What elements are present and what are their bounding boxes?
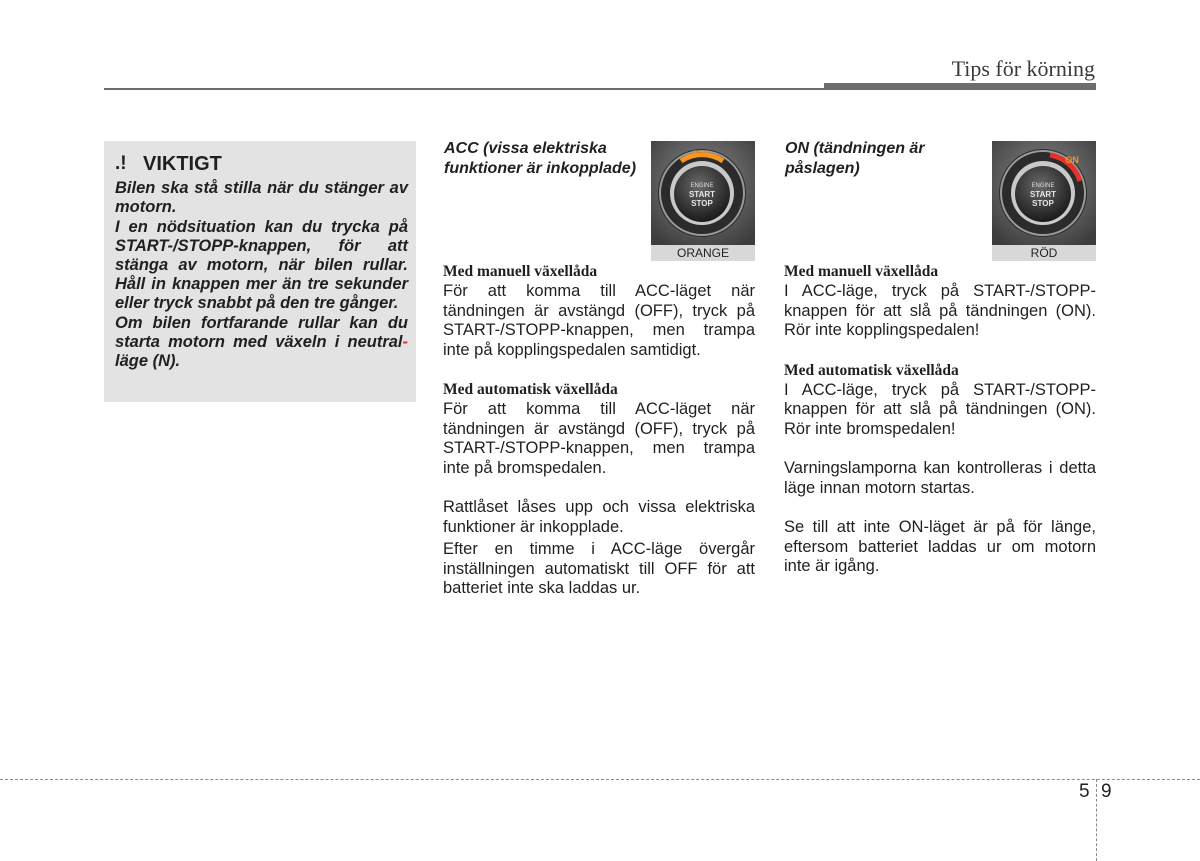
acc-figure-label: ACC (vissa elektriska funktioner är inkopplade) [444, 140, 637, 177]
chapter-number: 5 [1079, 781, 1090, 802]
page-number: 9 [1101, 781, 1112, 802]
warning-header [115, 151, 408, 177]
start-stop-button-acc-image [651, 141, 755, 245]
warning-box [104, 141, 416, 402]
acc-manual-text: För att komma till ACC-läget när tändningen är avstängd (OFF), tryck på START-/STOPP-knappen, men trampa inte på kopplingspedalen samtidigt. [443, 282, 755, 359]
footer-divider [1096, 779, 1097, 861]
acc-figure-row [443, 138, 755, 262]
header-rule-accent [824, 83, 1096, 90]
acc-info-2: Efter en timme i ACC-läge övergår inställningen automatiskt till OFF för att batteriet inte ska laddas ur. [443, 540, 755, 597]
warning-title: VIKTIGT [143, 152, 222, 175]
warning-paragraph-3 [115, 314, 408, 371]
acc-btn-line-3: STOP [691, 199, 713, 208]
acc-figure [651, 141, 755, 261]
warning-paragraph-2: I en nödsituation kan du trycka på START-/STOPP-knappen, för att stänga av motorn, när bilen rullar. Håll in knappen mer än tre sekunder eller tryck snabbt på den tre gånger. [115, 218, 408, 312]
on-auto-heading: Med automatisk växellåda [784, 361, 959, 379]
on-btn-line-1: ENGINE [1031, 183, 1055, 189]
on-figure-row [784, 138, 1096, 262]
header-rule [104, 88, 824, 90]
start-stop-button-on-image [992, 141, 1096, 245]
on-figure [992, 141, 1096, 261]
on-figure-caption: RÖD [1030, 246, 1058, 260]
acc-auto-heading: Med automatisk växellåda [443, 381, 618, 398]
warning-hyphen: - [402, 333, 408, 351]
on-info-1: Varningslamporna kan kontrolleras i detta läge innan motorn startas. [784, 459, 1096, 497]
on-figure-label: ON (tändningen är påslagen) [785, 140, 925, 177]
acc-column [443, 138, 755, 599]
warning-paragraph-1: Bilen ska stå stilla när du stänger av motorn. [115, 179, 408, 216]
footer-rule [0, 779, 1200, 780]
on-manual-text: I ACC-läge, tryck på START-/STOPP-knappen för att slå på tändningen (ON). Rör inte kopplingspedalen! [784, 282, 1096, 339]
on-info-2: Se till att inte ON-läget är på för länge, eftersom batteriet laddas ur om motorn inte är igång. [784, 518, 1096, 575]
on-column [784, 138, 1096, 577]
acc-btn-line-2: START [688, 190, 716, 199]
on-ring-label: ON [1065, 155, 1079, 165]
warning-paragraph-3-main: Om bilen fortfarande rullar kan du starta motorn med växeln i neutral [115, 314, 408, 351]
on-btn-line-2: START [1029, 190, 1057, 199]
on-btn-line-3: STOP [1032, 199, 1054, 208]
on-auto-text: I ACC-läge, tryck på START-/STOPP-knappen för att slå på tändningen (ON). Rör inte bromspedalen! [784, 380, 1096, 438]
page-header-title: Tips för körning [951, 56, 1095, 81]
acc-btn-line-1: ENGINE [690, 183, 714, 189]
warning-paragraph-3-end: läge (N). [115, 352, 181, 370]
on-manual-heading: Med manuell växellåda [784, 263, 939, 280]
acc-ring-label: ACC [691, 149, 711, 159]
acc-manual-heading: Med manuell växellåda [443, 263, 598, 280]
acc-info-1: Rattlåset låses upp och vissa elektriska funktioner är inkopplade. [443, 498, 755, 536]
acc-auto-text: För att komma till ACC-läget när tändningen är avstängd (OFF), tryck på START-/STOPP-knappen, men trampa inte på bromspedalen. [443, 400, 755, 477]
acc-figure-caption: ORANGE [676, 246, 729, 260]
warning-icon: .! [115, 153, 127, 174]
